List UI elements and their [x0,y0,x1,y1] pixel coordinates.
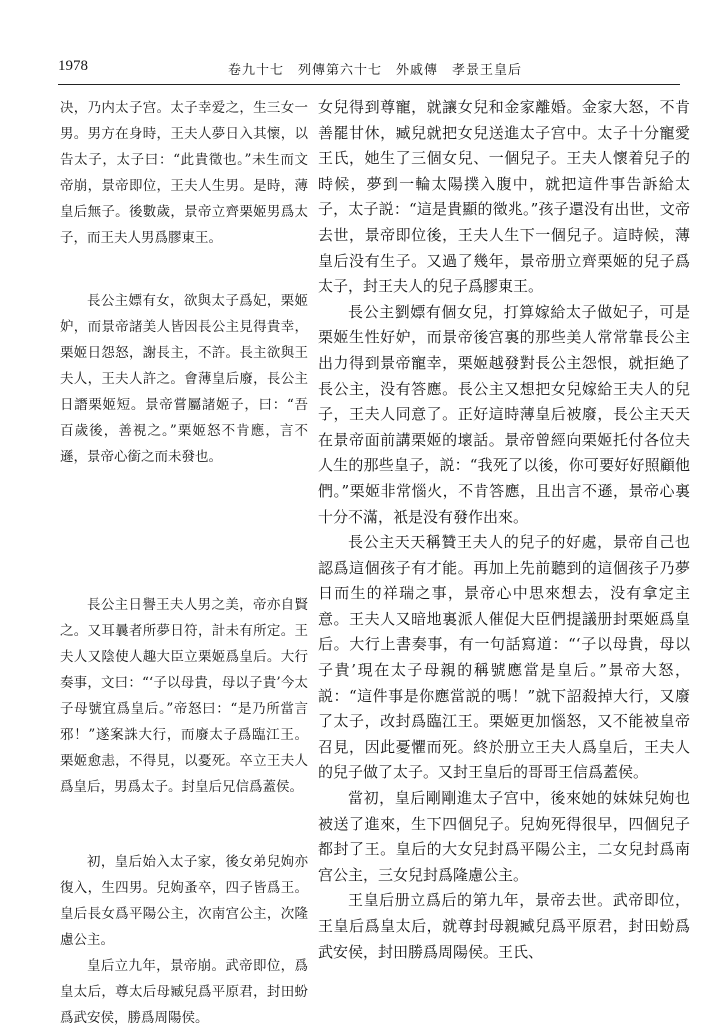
classical-paragraph: 皇后立九年，景帝崩。武帝即位，爲皇太后，尊太后母臧兒爲平原君，封田蚡爲武安侯，勝爲周陽侯。 [60,958,308,1026]
translation-paragraph: 長公主天天稱贊王夫人的兒子的好處，景帝自己也認爲這個孩子有才能。再加上先前聽到的這個孩子乃夢日而生的祥瑞之事，景帝心中思來想去，没有拿定主意。王夫人又暗地裏派人催促大臣們提議册封栗姬爲皇后。大行上書奏事，有一句話寫道：“‘子以母貴，母以子貴’現在太子母親的稱號應當是皇后。”景帝大怒，説：“這件事是你應當説的嗎！”就下詔殺掉大行，又廢了太子，改封爲臨江王。栗姬更加惱怒，又不能被皇帝召見，因此憂懼而死。終於册立王夫人爲皇后，王夫人的兒子做了太子。又封王皇后的哥哥王信爲蓋侯。 [318,533,690,782]
translation-paragraph: 當初，皇后剛剛進太子宫中，後來她的妹妹兒姁也被送了進來，生下四個兒子。兒姁死得很早，四個兒子都封了王。皇后的大女兒封爲平陽公主，二女兒封爲南宫公主，三女兒封爲隆慮公主。 [318,789,690,884]
page-number: 1978 [58,58,88,74]
running-title: 卷九十七 列傳第六十七 外戚傳 孝景王皇后 [228,63,523,78]
classical-paragraph: 長公主嫖有女，欲與太子爲妃，栗姬妒，而景帝諸美人皆因長公主見得貴幸，栗姬日怨怒，謝長主，不許。長主欲與王夫人，王夫人許之。會薄皇后廢，長公主日譖栗姬短。景帝嘗屬諸姬子，曰：“吾百歲後，善視之。”栗姬怒不肯應，言不遜，景帝心銜之而未發也。 [60,293,308,465]
translation-paragraph: 長公主劉嫖有個女兒，打算嫁給太子做妃子，可是栗姬生性好妒，而景帝後宫裏的那些美人常常靠長公主出力得到景帝寵幸，栗姬越發對長公主怨恨，就拒絶了長公主，没有答應。長公主又想把女兒嫁給王夫人的兒子，王夫人同意了。正好這時薄皇后被廢，長公主天天在景帝面前講栗姬的壞話。景帝曾經向栗姬托付各位夫人生的那些皇子，説：“我死了以後，你可要好好照顧他們。”栗姬非常惱火，不肯答應，且出言不遜，景帝心裏十分不滿，衹是没有發作出來。 [318,302,690,526]
classical-paragraph: 長公主日譽王夫人男之美，帝亦自賢之。又耳曩者所夢日符，計未有所定。王夫人又陰使人趣大臣立栗姬爲皇后。大行奏事，文曰：“‘子以母貴，母以子貴’今太子母號宜爲皇后。”帝怒曰：“是乃所當言邪！”遂案誅大行，而廢太子爲臨江王。栗姬愈恚，不得見，以憂死。卒立王夫人爲皇后，男爲太子。封皇后兄信爲蓋侯。 [60,597,308,795]
classical-paragraph: 决，乃内太子宫。太子幸爱之，生三女一男。男方在身時，王夫人夢日入其懷，以告太子，太子曰：“此貴徵也。”未生而文帝崩，景帝即位，王夫人生男。是時，薄皇后無子。後數歲，景帝立齊栗姬男爲太子，而王夫人男爲膠東王。 [60,100,308,246]
classical-paragraph: 初，皇后始入太子家，後女弟兒姁亦復入，生四男。兒姁蚤卒，四子皆爲王。皇后長女爲平陽公主，次南宫公主，次隆慮公主。 [60,854,308,948]
translation-paragraph: 女兒得到尊寵，就讓女兒和金家離婚。金家大怒，不肯善罷甘休，臧兒就把女兒送進太子宫中。太子十分寵愛王氏，她生了三個女兒、一個兒子。王夫人懷着兒子的時候，夢到一輪太陽撲入腹中，就把這件事告訴給太子，太子説：“這是貴顯的徵兆。”孩子還没有出世，文帝去世，景帝即位後，王夫人生下一個兒子。這時候，薄皇后没有生子。又過了幾年，景帝册立齊栗姬的兒子爲太子，封王夫人的兒子爲膠東王。 [318,98,690,296]
translation-column [318,95,690,965]
translation-paragraph: 王皇后册立爲后的第九年，景帝去世。武帝即位，王皇后爲皇太后，就尊封母親臧兒爲平原君，封田蚡爲武安侯，封田勝爲周陽侯。王氏、 [318,891,690,961]
page-header [58,58,680,82]
header-rule [58,84,680,85]
